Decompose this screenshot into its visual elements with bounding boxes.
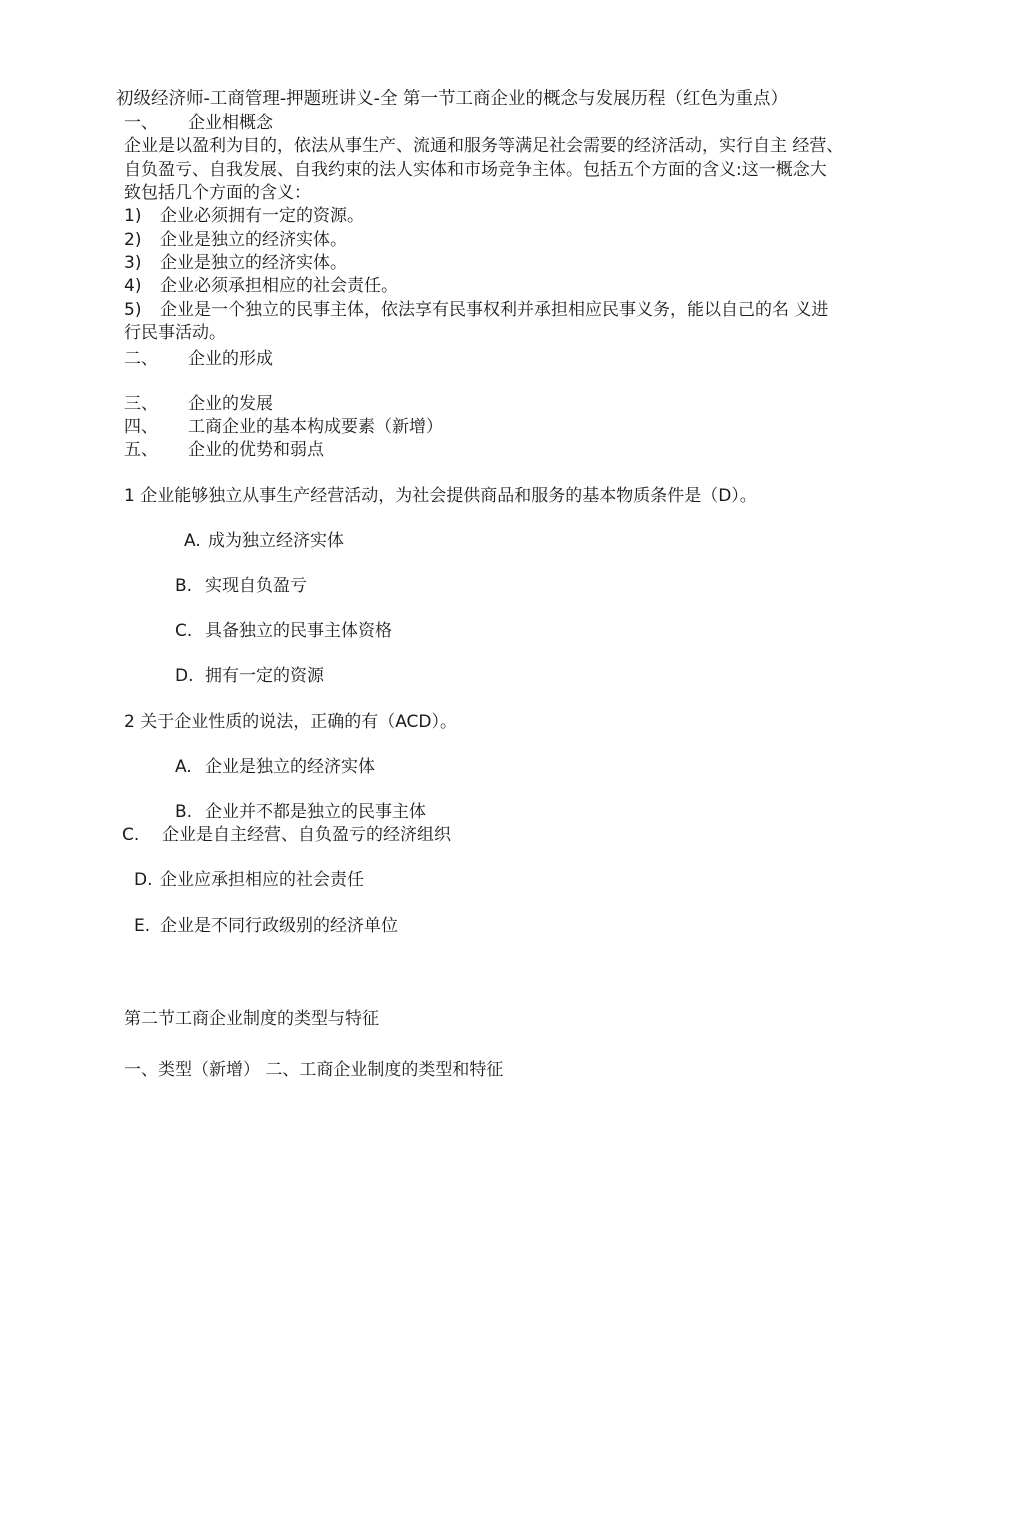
heading-number: 三、: [124, 394, 158, 414]
section-2-title: 第二节工商企业制度的类型与特征: [124, 1009, 379, 1029]
section-heading-4: [124, 416, 443, 438]
paragraph-line: 自负盈亏、自我发展、自我约束的法人实体和市场竞争主体。包括五个方面的含义:这一概念大: [124, 160, 827, 180]
option-letter: D.: [134, 870, 153, 890]
list-item-number: 2): [124, 230, 142, 250]
list-item-number: 3): [124, 253, 142, 273]
option-text: 拥有一定的资源: [205, 666, 324, 686]
heading-number: 五、: [124, 440, 158, 460]
option-text: 实现自负盈亏: [205, 576, 307, 596]
heading-number: 二、: [124, 349, 158, 369]
option-text: 企业应承担相应的社会责任: [160, 870, 364, 890]
question-2-option-a: [175, 756, 375, 778]
option-letter: A.: [184, 531, 201, 551]
list-item-text: 企业是独立的经济实体。: [160, 230, 347, 250]
question-1-option-c: [175, 620, 392, 642]
option-text: 具备独立的民事主体资格: [205, 621, 392, 641]
list-item-number: 4): [124, 276, 142, 296]
option-letter: B.: [175, 576, 193, 596]
question-2-option-c: [122, 824, 451, 846]
question-2-stem: 2 关于企业性质的说法，正确的有（ACD）。: [124, 712, 458, 732]
paragraph-line: 企业是以盈利为目的，依法从事生产、流通和服务等满足社会需要的经济活动，实行自主 经营、: [124, 136, 844, 156]
list-item-text: 企业必须拥有一定的资源。: [160, 206, 364, 226]
list-item: [124, 229, 347, 251]
option-text: 企业是独立的经济实体: [205, 757, 375, 777]
document-title: 初级经济师-工商管理-押题班讲义-全 第一节工商企业的概念与发展历程（红色为重点）: [116, 89, 789, 109]
option-letter: E.: [134, 916, 151, 936]
option-letter: D.: [175, 666, 194, 686]
list-item-text: 企业必须承担相应的社会责任。: [160, 276, 398, 296]
list-item-number: 1): [124, 206, 142, 226]
option-text: 企业是自主经营、自负盈亏的经济组织: [162, 825, 451, 845]
paragraph-line: 致包括几个方面的含义：: [124, 183, 311, 203]
question-1-option-a: [184, 530, 344, 552]
list-item: [124, 252, 347, 274]
section-heading-5: [124, 439, 324, 461]
list-item-number: 5): [124, 300, 142, 320]
heading-number: 四、: [124, 417, 158, 437]
question-1-stem: 1 企业能够独立从事生产经营活动，为社会提供商品和服务的基本物质条件是（D）。: [124, 486, 757, 506]
list-item-continuation: 行民事活动。: [124, 323, 226, 343]
option-text: 成为独立经济实体: [208, 531, 344, 551]
heading-text: 企业的优势和弱点: [188, 440, 324, 460]
section-heading-2: [124, 348, 273, 370]
heading-text: 企业相概念: [188, 113, 273, 133]
option-letter: C.: [175, 621, 193, 641]
section-heading-1: [124, 112, 273, 134]
question-1-option-d: [175, 665, 324, 687]
list-item: [124, 275, 398, 297]
question-2-option-e: [134, 915, 398, 937]
option-text: 企业是不同行政级别的经济单位: [160, 916, 398, 936]
heading-text: 工商企业的基本构成要素（新增）: [188, 417, 443, 437]
question-1-option-b: [175, 575, 307, 597]
list-item-text: 企业是独立的经济实体。: [160, 253, 347, 273]
option-letter: B.: [175, 802, 193, 822]
section-2-subheading: 一、类型（新增） 二、工商企业制度的类型和特征: [124, 1060, 504, 1080]
question-2-option-d: [134, 869, 364, 891]
option-text: 企业并不都是独立的民事主体: [205, 802, 426, 822]
list-item: [124, 299, 828, 321]
option-letter: C.: [122, 825, 140, 845]
option-letter: A.: [175, 757, 192, 777]
heading-number: 一、: [124, 113, 158, 133]
heading-text: 企业的发展: [188, 394, 273, 414]
question-2-option-b: [175, 801, 426, 823]
heading-text: 企业的形成: [188, 349, 273, 369]
list-item: [124, 205, 364, 227]
section-heading-3: [124, 393, 273, 415]
list-item-text: 企业是一个独立的民事主体，依法享有民事权利并承担相应民事义务，能以自己的名 义进: [160, 300, 829, 320]
